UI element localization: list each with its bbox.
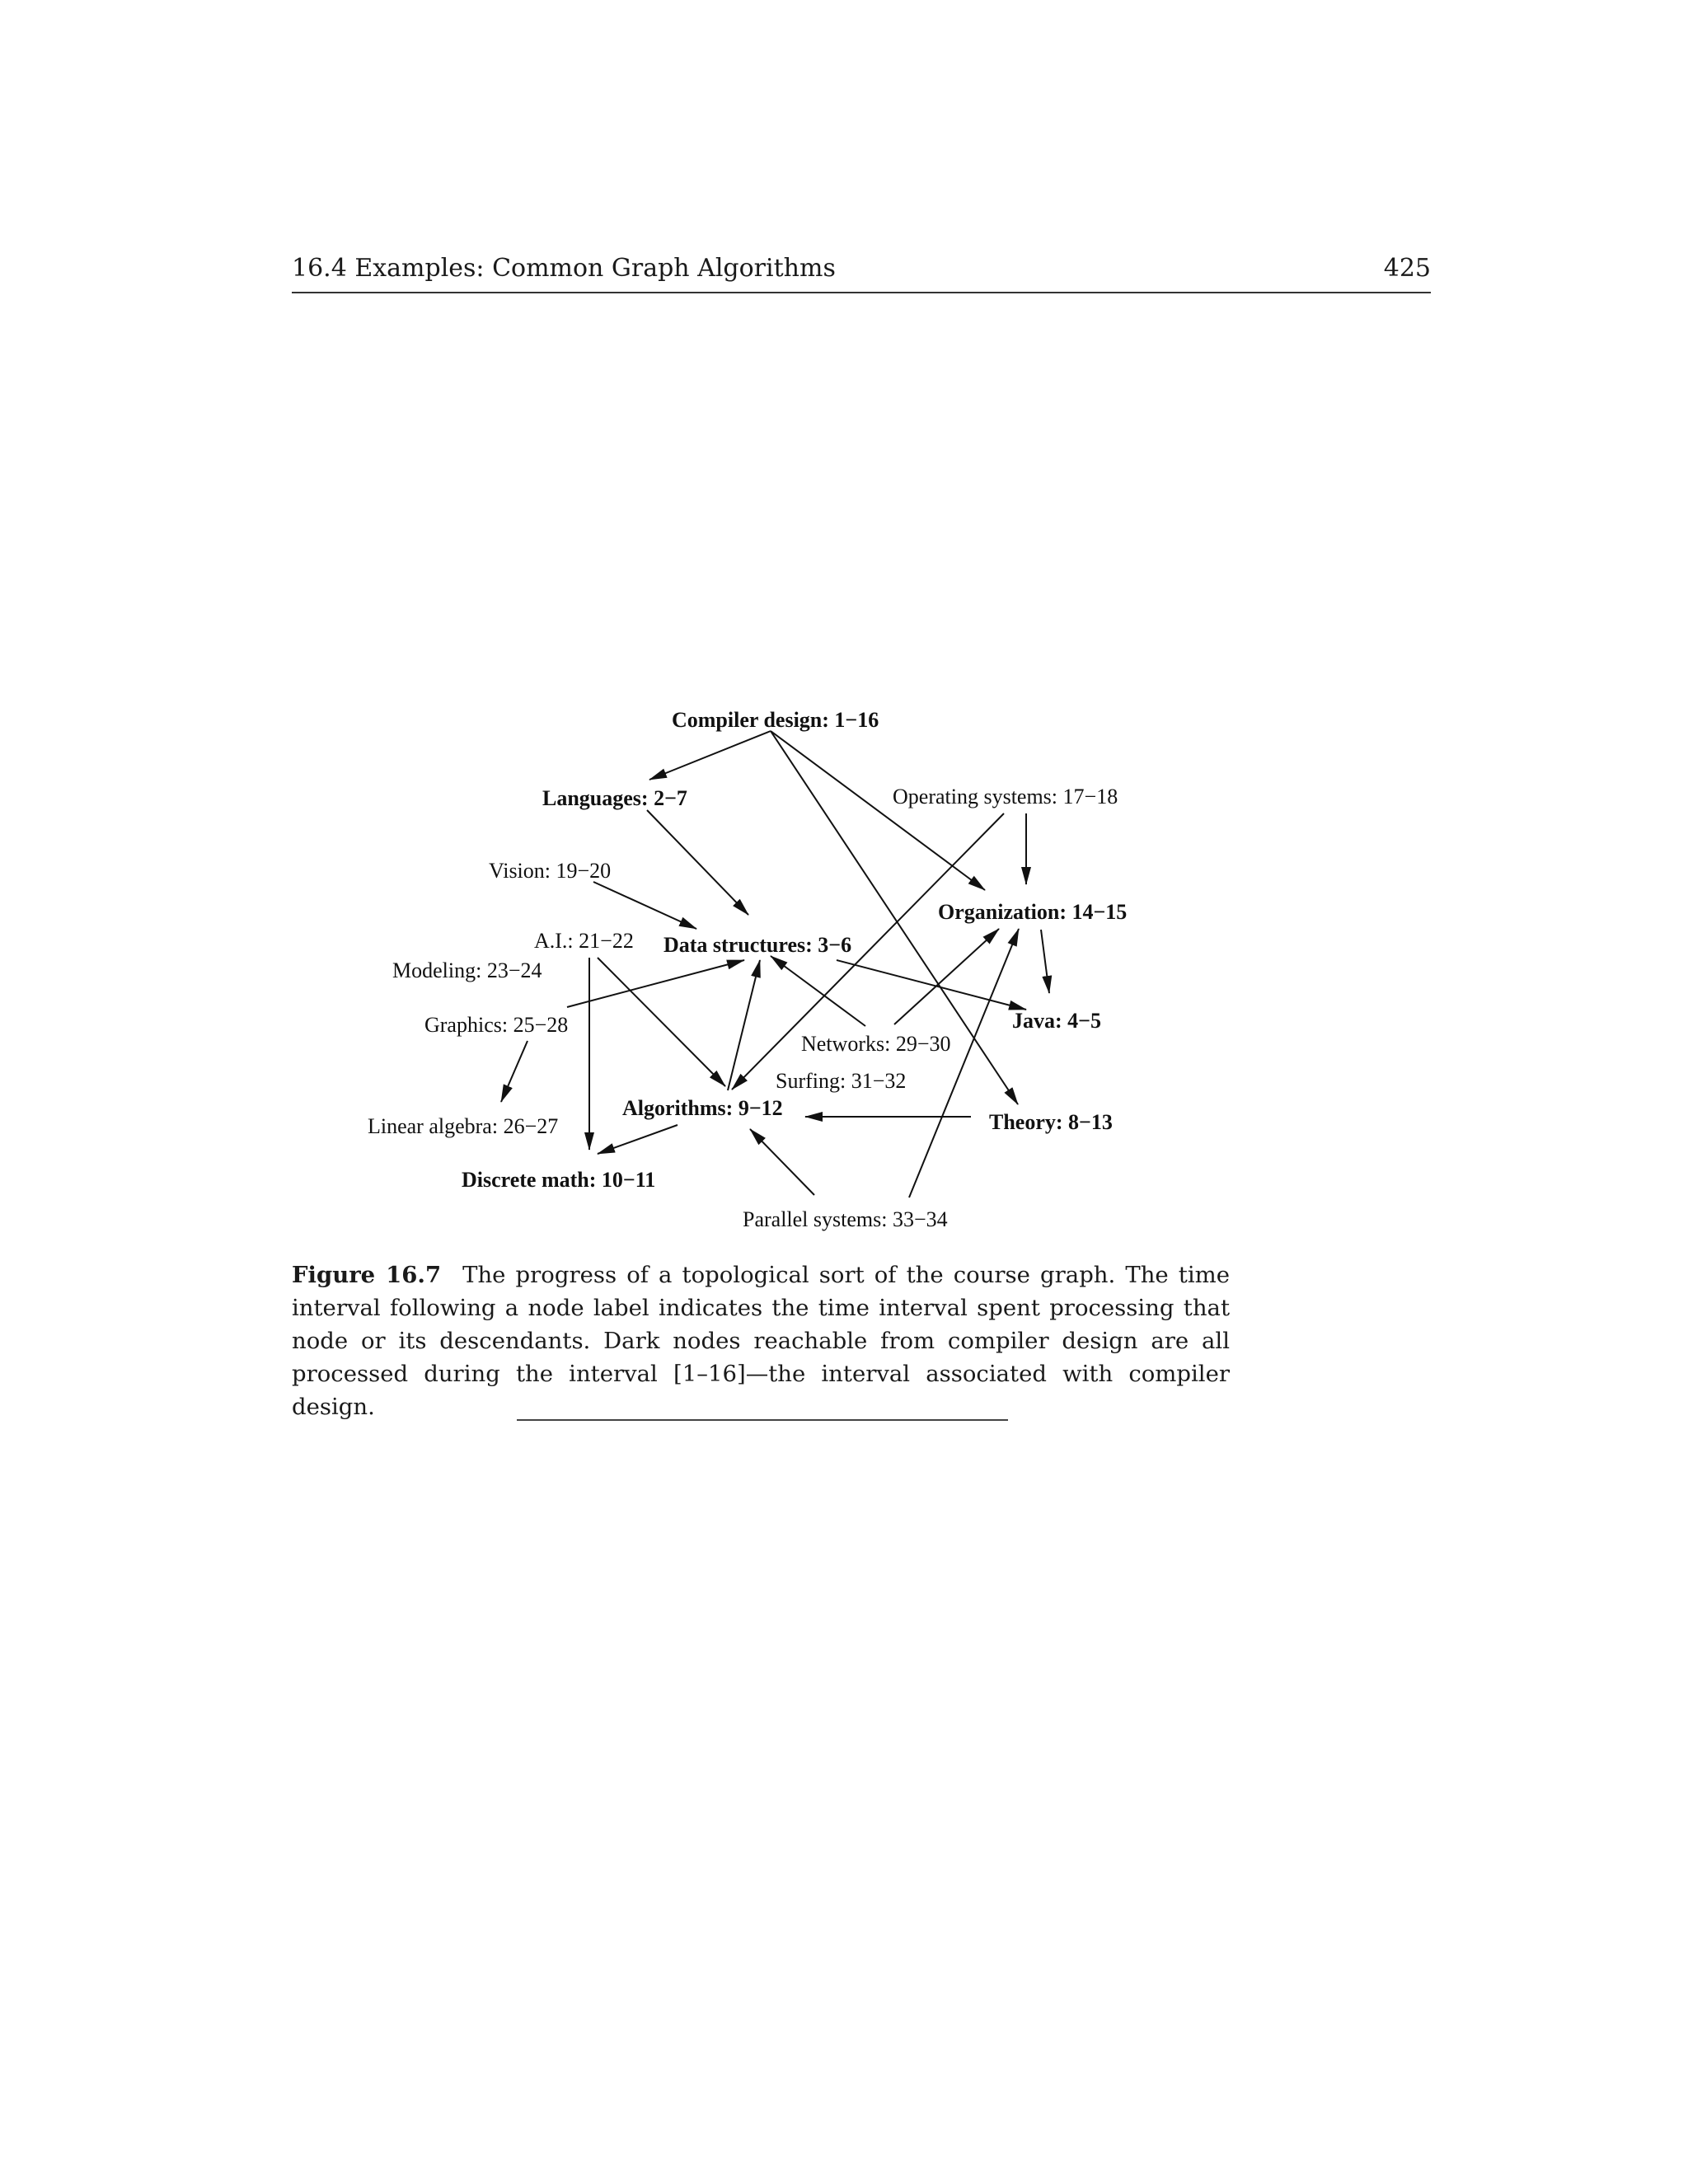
edge-organization-java [1041, 930, 1049, 993]
node-organization: Organization: 14−15 [938, 900, 1128, 924]
edge-vision-datastructures [593, 882, 696, 929]
node-algorithms: Algorithms: 9−12 [622, 1096, 783, 1120]
node-networks: Networks: 29−30 [801, 1032, 951, 1056]
edge-ai-algorithms [598, 958, 725, 1086]
edge-compiler-languages [649, 731, 771, 780]
edge-datastructures-java [837, 960, 1026, 1010]
node-parallel-systems: Parallel systems: 33−34 [743, 1207, 948, 1231]
edge-graphics-linearalgebra [501, 1041, 528, 1102]
figure-caption [292, 1258, 1230, 1423]
edge-algorithms-discretemath [598, 1125, 678, 1154]
node-data-structures: Data structures: 3−6 [663, 933, 852, 957]
caption-text: The progress of a topological sort of the course graph. The time interval following a node label indicates the time interval spent processing that node or its descendants. Dark nodes reachable from compiler design are all processed during the interval [1–16]—the interval associated with compiler design. [292, 1262, 1230, 1420]
edge-networks-organization [894, 929, 999, 1024]
node-surfing: Surfing: 31−32 [776, 1069, 907, 1093]
section-title: 16.4 Examples: Common Graph Algorithms [292, 254, 836, 283]
edge-networks-datastructures [771, 956, 865, 1026]
edge-algorithms-datastructures [728, 960, 760, 1090]
node-languages: Languages: 2−7 [542, 786, 687, 810]
edge-graphics-datastructures [567, 960, 744, 1007]
node-compiler-design: Compiler design: 1−16 [672, 708, 879, 732]
graph-nodes [368, 708, 1127, 1231]
node-modeling: Modeling: 23−24 [392, 958, 542, 982]
node-java: Java: 4−5 [1012, 1009, 1101, 1033]
page-number: 425 [1383, 254, 1431, 283]
caption-rule [517, 1419, 1008, 1421]
node-operating-systems: Operating systems: 17−18 [893, 785, 1118, 808]
node-ai: A.I.: 21−22 [534, 929, 634, 953]
edge-parallel-algorithms [750, 1129, 814, 1195]
node-discrete-math: Discrete math: 10−11 [462, 1168, 656, 1192]
figure-label: Figure 16.7 [292, 1262, 442, 1288]
node-vision: Vision: 19−20 [489, 859, 612, 883]
node-theory: Theory: 8−13 [989, 1110, 1113, 1134]
edge-parallel-organization [909, 929, 1019, 1197]
node-graphics: Graphics: 25−28 [424, 1013, 569, 1037]
edge-languages-datastructures [647, 810, 748, 915]
node-linear-algebra: Linear algebra: 26−27 [368, 1114, 559, 1138]
